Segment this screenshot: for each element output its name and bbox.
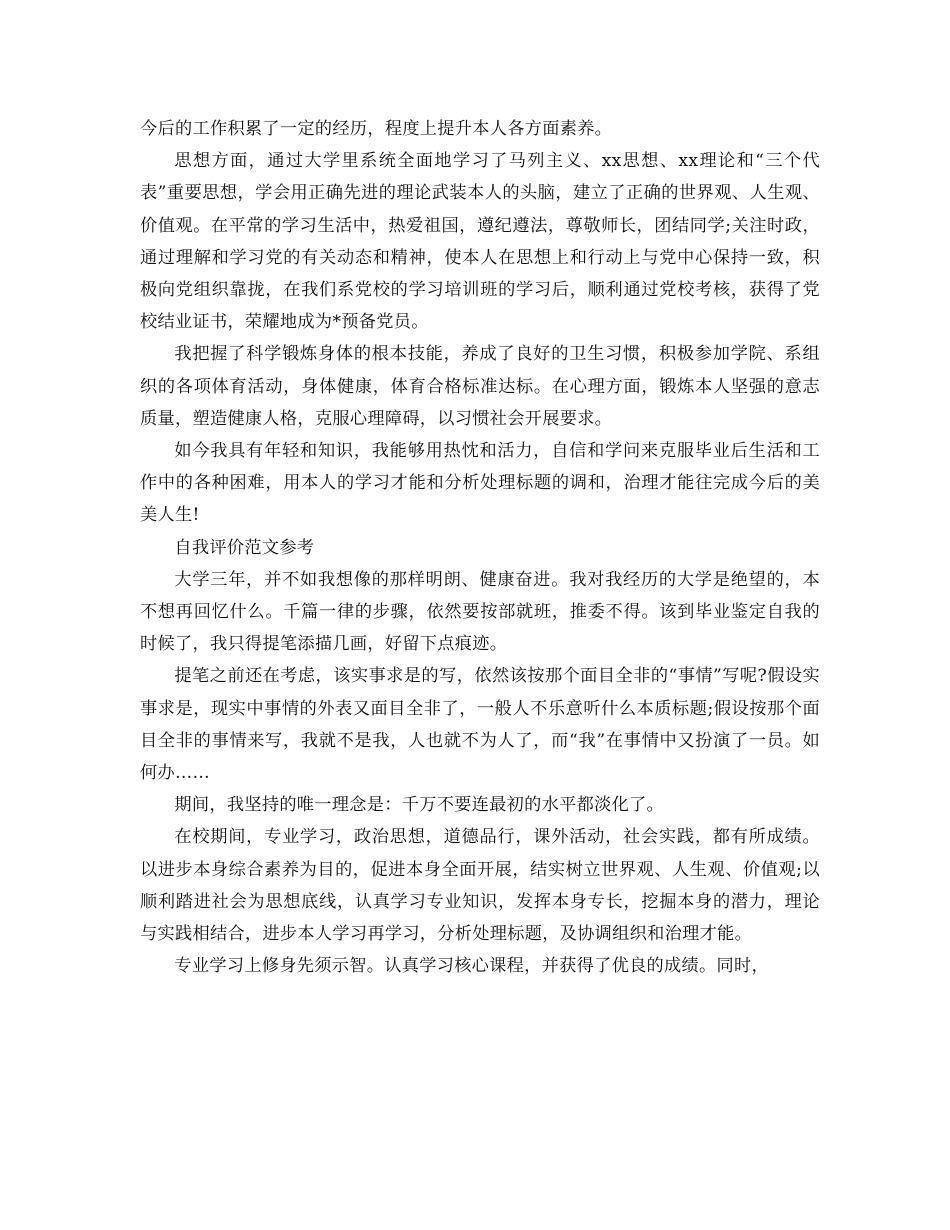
paragraph-professional-study: 专业学习上修身先须示智。认真学习核心课程，并获得了优良的成绩。同时， xyxy=(174,956,769,977)
paragraph-writing-dilemma: 提笔之前还在考虑，该实事求是的写，依然该按那个面目全非的“事情”写呢?假设实事求是，现实中事情的外表又面目全非了，一般人不乐意听什么本质标题;假设按那个面目全非的事情来写，我就不是我，人也就不为人了，而“我”在事情中又扮演了一员。如何办…… xyxy=(140,666,820,784)
paragraph-outlook: 如今我具有年轻和知识，我能够用热忱和活力，自信和学问来克服毕业后生活和工作中的各种困难，用本人的学习才能和分析处理标题的调和，治理才能往完成今后的美美人生! xyxy=(140,441,820,526)
paragraph-school-achievements: 在校期间，专业学习，政治思想，道德品行，课外活动，社会实践，都有所成绩。以进步本身综合素养为目的，促进本身全面开展，结实树立世界观、人生观、价值观;以顺利踏进社会为思想底线，认真学习专业知识，发挥本身专长，挖掘本身的潜力，理论与实践相结合，进步本人学习再学习，分析处理标题，及协调组织和治理才能。 xyxy=(140,827,820,945)
paragraph-ideology: 思想方面，通过大学里系统全面地学习了马列主义、xx思想、xx理论和“三个代表”重要思想，学会用正确先进的理论武装本人的头脑，建立了正确的世界观、人生观、价值观。在平常的学习生活中，热爱祖国，遵纪遵法，尊敬师长，团结同学;关注时政，通过理解和学习党的有关动态和精神，使本人在思想上和行动上与党中心保持一致，积极向党组织靠拢，在我们系党校的学习培训班的学习后，顺利通过党校考核，获得了党校结业证书，荣耀地成为*预备党员。 xyxy=(140,151,820,333)
section-heading: 自我评价范文参考 xyxy=(174,537,315,558)
document-body xyxy=(140,113,820,982)
paragraph-physical-health: 我把握了科学锻炼身体的根本技能，养成了良好的卫生习惯，积极参加学院、系组织的各项体育活动，身体健康，体育合格标准达标。在心理方面，锻炼本人坚强的意志质量，塑造健康人格，克服心理障碍，以习惯社会开展要求。 xyxy=(140,344,820,429)
paragraph-continuation: 今后的工作积累了一定的经历，程度上提升本人各方面素养。 xyxy=(140,119,613,139)
paragraph-principle: 期间，我坚持的唯一理念是：千万不要连最初的水平都淡化了。 xyxy=(174,795,665,816)
paragraph-college-years: 大学三年，并不如我想像的那样明朗、健康奋进。我对我经历的大学是绝望的，本不想再回忆什么。千篇一律的步骤，依然要按部就班，推委不得。该到毕业鉴定自我的时候了，我只得提笔添描几画，好留下点痕迹。 xyxy=(140,569,820,655)
